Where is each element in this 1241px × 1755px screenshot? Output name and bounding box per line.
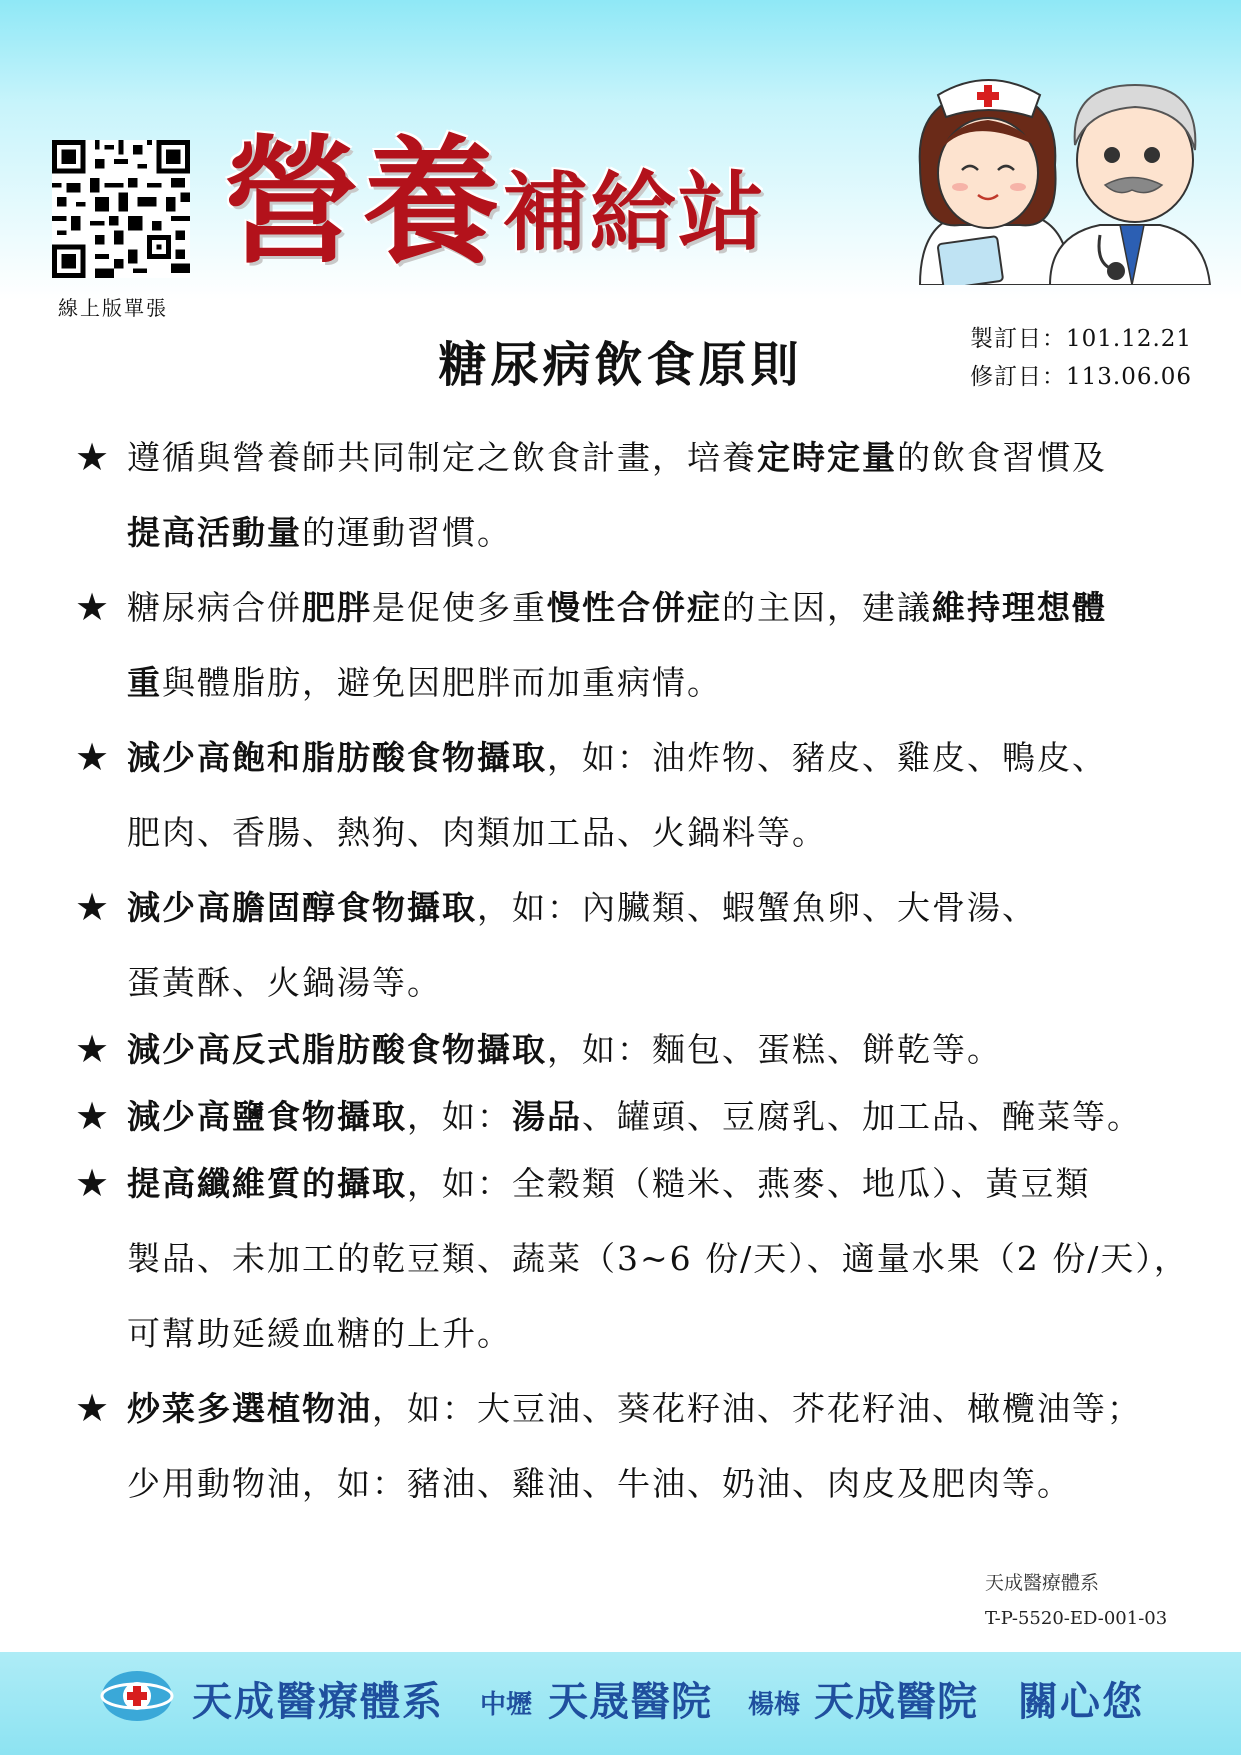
- body-text: ，如：油炸物、豬皮、雞皮、鴨皮、: [547, 738, 1107, 777]
- body-text: 遵循與營養師共同制定之飲食計畫，培養: [127, 438, 757, 477]
- body-text: 的運動習慣。: [302, 513, 512, 552]
- doctor-figure: [1050, 85, 1210, 285]
- body-text: ，如：全穀類（糙米、燕麥、地瓜）、黃豆類: [407, 1164, 1091, 1203]
- body-text: 少用動物油，如：豬油、雞油、牛油、奶油、肉皮及肥肉等。: [127, 1464, 1072, 1503]
- principle-line: [127, 645, 1185, 720]
- nutrition-station-logo: [222, 122, 767, 288]
- diet-principle-item: [75, 570, 1185, 720]
- footer-banner: [0, 1652, 1241, 1755]
- emphasis-text: 減少高飽和脂肪酸食物攝取: [127, 738, 547, 777]
- emphasis-text: 定時定量: [757, 438, 897, 477]
- principle-line: [127, 1079, 1185, 1154]
- star-bullet-icon: ★: [75, 1386, 112, 1430]
- emphasis-text: 提高活動量: [127, 513, 302, 552]
- star-bullet-icon: ★: [75, 435, 112, 479]
- organization-name: 天成醫療體系: [985, 1572, 1100, 1594]
- body-text: ，如：麵包、蛋糕、餅乾等。: [547, 1030, 1002, 1069]
- emphasis-text: 維持理想體: [932, 588, 1107, 627]
- principle-line: [127, 1296, 1185, 1371]
- star-bullet-icon: ★: [75, 885, 112, 929]
- hospital-cross-logo-icon: [100, 1668, 174, 1724]
- body-text: 的飲食習慣及: [897, 438, 1107, 477]
- footer-org-name: 天成醫療體系: [192, 1679, 444, 1725]
- star-bullet-icon: ★: [75, 1094, 112, 1138]
- star-bullet-icon: ★: [75, 735, 112, 779]
- body-text: ，如：大豆油、葵花籽油、芥花籽油、橄欖油等；: [372, 1389, 1142, 1428]
- diet-principle-item: [75, 1371, 1185, 1521]
- body-text: 可幫助延緩血糖的上升。: [127, 1314, 512, 1353]
- diet-principle-item: [75, 1146, 1189, 1371]
- diet-principle-item: [75, 1012, 1185, 1087]
- body-text: ，如：: [407, 1097, 512, 1136]
- emphasis-text: 減少高鹽食物攝取: [127, 1097, 407, 1136]
- principle-line: [127, 1371, 1185, 1446]
- logo-big-text: 營養: [222, 122, 503, 283]
- footer-slogan: 關心您: [1018, 1679, 1144, 1725]
- principle-line: [127, 420, 1185, 495]
- principle-line: [127, 870, 1185, 945]
- page-title: 糖尿病飲食原則: [438, 337, 803, 393]
- principle-line: [127, 1012, 1185, 1087]
- diet-principle-item: [75, 720, 1185, 870]
- emphasis-text: 減少高膽固醇食物攝取: [127, 888, 477, 927]
- footer-hospital-tiansheng: 天晟醫院: [548, 1679, 712, 1725]
- footer-location-zhongli: 中壢: [480, 1690, 533, 1720]
- document-code: T-P-5520-ED-001-03: [985, 1608, 1168, 1629]
- revision-dates: [970, 320, 1192, 396]
- diet-principle-item: [75, 1079, 1185, 1154]
- emphasis-text: 炒菜多選植物油: [127, 1389, 372, 1428]
- diet-principles-list: [75, 420, 1189, 1521]
- diet-principle-item: [75, 420, 1185, 570]
- body-text: 糖尿病合併: [127, 588, 302, 627]
- body-text: 肥肉、香腸、熱狗、肉類加工品、火鍋料等。: [127, 813, 827, 852]
- principle-line: [127, 1446, 1185, 1521]
- principle-line: [127, 795, 1185, 870]
- nurse-figure: [920, 80, 1070, 285]
- nurse-and-doctor-illustration: [900, 55, 1220, 285]
- principle-line: [127, 720, 1185, 795]
- body-text: 是促使多重: [372, 588, 547, 627]
- emphasis-text: 重: [127, 663, 162, 702]
- qr-caption: 線上版單張: [58, 296, 168, 320]
- star-bullet-icon: ★: [75, 1027, 112, 1071]
- emphasis-text: 提高纖維質的攝取: [127, 1164, 407, 1203]
- emphasis-text: 肥胖: [302, 588, 372, 627]
- principle-line: [127, 495, 1185, 570]
- principle-line: [127, 1221, 1189, 1296]
- emphasis-text: 減少高反式脂肪酸食物攝取: [127, 1030, 547, 1069]
- emphasis-text: 湯品: [512, 1097, 582, 1136]
- footer-location-yangmei: 楊梅: [748, 1690, 801, 1720]
- principle-line: [127, 945, 1185, 1020]
- body-text: 製品、未加工的乾豆類、蔬菜（3~6 份/天）、適量水果（2 份/天），: [127, 1239, 1189, 1278]
- body-text: 蛋黃酥、火鍋湯等。: [127, 963, 442, 1002]
- footer-hospital-tiancheng: 天成醫院: [814, 1679, 978, 1725]
- logo-small-text: 補給站: [502, 163, 767, 263]
- principle-line: [127, 1146, 1185, 1221]
- emphasis-text: 慢性合併症: [547, 588, 722, 627]
- revised-date: 修訂日：113.06.06: [970, 364, 1193, 390]
- body-text: 與體脂肪，避免因肥胖而加重病情。: [162, 663, 722, 702]
- body-text: 、罐頭、豆腐乳、加工品、醃菜等。: [582, 1097, 1142, 1136]
- qr-code[interactable]: [52, 140, 190, 278]
- body-text: 的主因，建議: [722, 588, 932, 627]
- body-text: ，如：內臟類、蝦蟹魚卵、大骨湯、: [477, 888, 1037, 927]
- star-bullet-icon: ★: [75, 585, 112, 629]
- star-bullet-icon: ★: [75, 1161, 112, 1205]
- principle-line: [127, 570, 1185, 645]
- created-date: 製訂日：101.12.21: [970, 326, 1193, 352]
- diet-principle-item: [75, 870, 1185, 1020]
